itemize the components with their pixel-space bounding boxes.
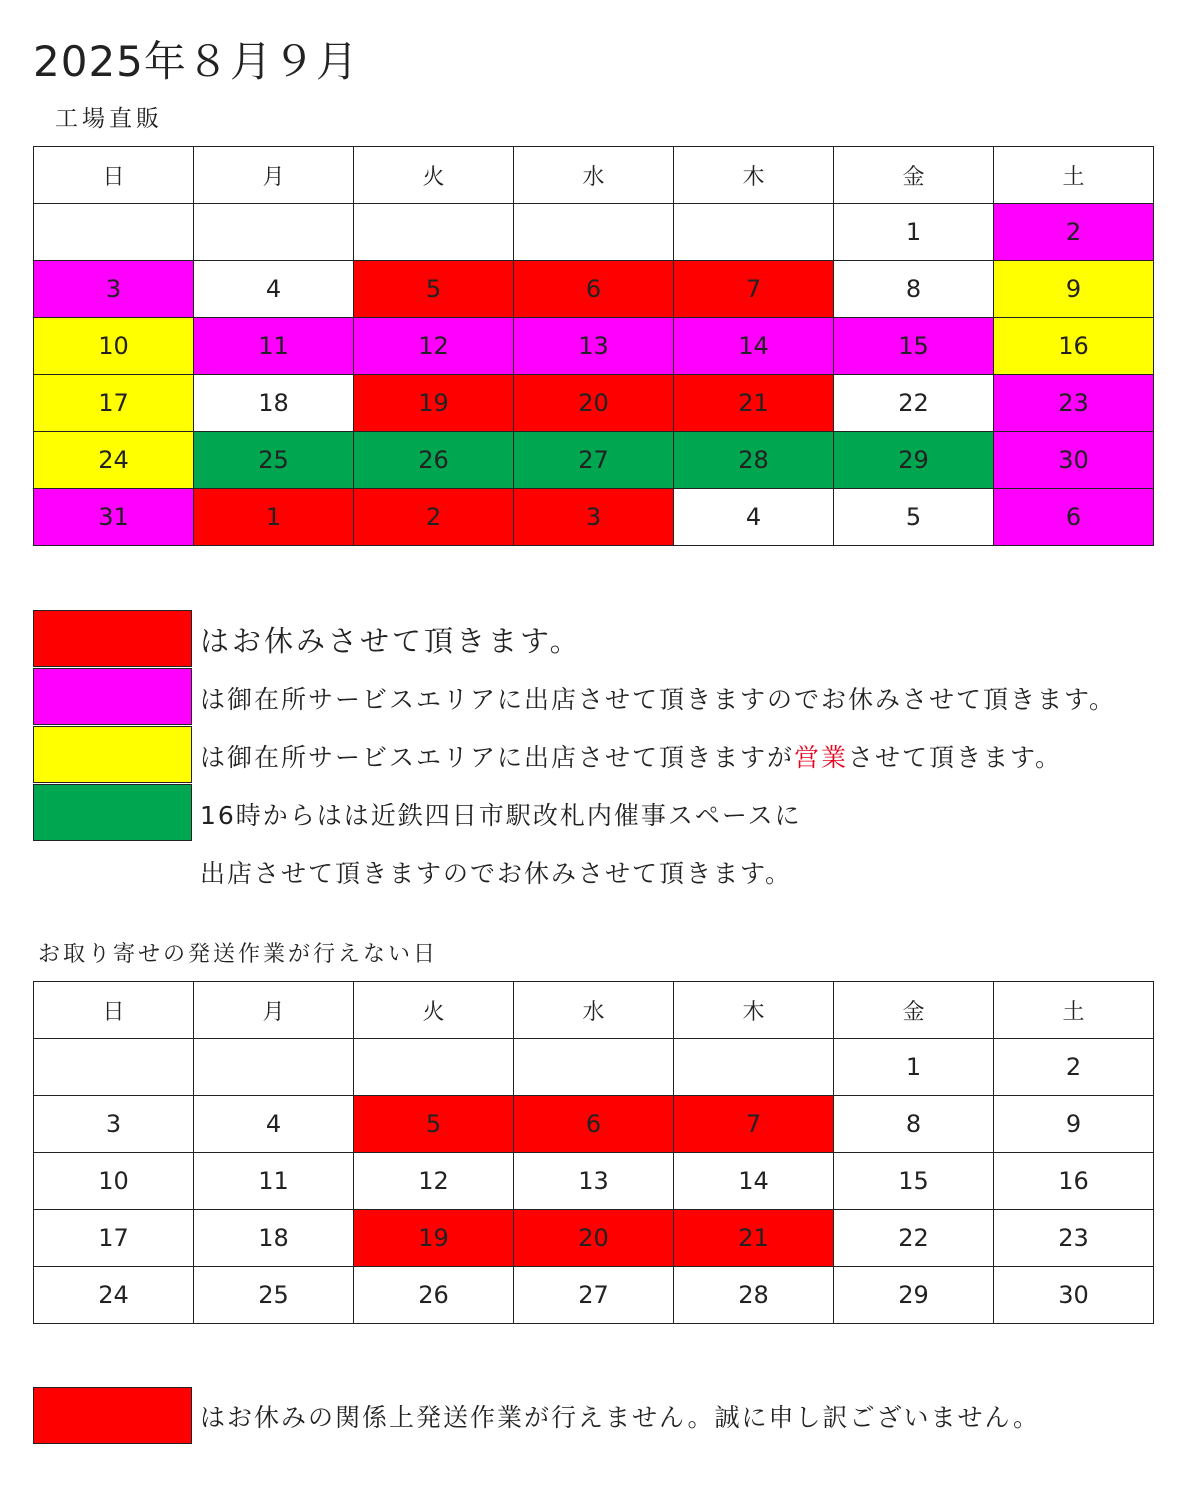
factory-sales-calendar: [33, 146, 1154, 546]
day-cell: 31: [34, 489, 194, 546]
weekday-header: 日: [34, 147, 194, 204]
day-cell: 7: [674, 1096, 834, 1153]
week-row: [34, 375, 1154, 432]
day-cell: 16: [994, 318, 1154, 375]
week-row: [34, 489, 1154, 546]
day-cell: 5: [354, 1096, 514, 1153]
legend-swatch-red: [33, 610, 192, 667]
page-title: 2025年８月９月: [33, 37, 359, 86]
day-cell: 8: [834, 1096, 994, 1153]
legend-swatch-green: [33, 784, 192, 841]
day-cell: 2: [994, 204, 1154, 261]
day-cell: 6: [994, 489, 1154, 546]
week-row: [34, 1096, 1154, 1153]
shipping-calendar: [33, 981, 1154, 1324]
day-cell: 10: [34, 1153, 194, 1210]
calendar-header: [34, 147, 1154, 204]
legend-text-magenta: は御在所サービスエリアに出店させて頂きますのでお休みさせて頂きます。: [200, 685, 1117, 714]
day-cell: 3: [34, 261, 194, 318]
weekday-header: 水: [514, 982, 674, 1039]
weekday-row: [34, 147, 1154, 204]
calendar-header: [34, 982, 1154, 1039]
day-cell: 17: [34, 1210, 194, 1267]
day-cell: 4: [674, 489, 834, 546]
week-row: [34, 1267, 1154, 1324]
empty-day-cell: [514, 1039, 674, 1096]
empty-day-cell: [354, 204, 514, 261]
weekday-row: [34, 982, 1154, 1039]
weekday-header: 月: [194, 147, 354, 204]
day-cell: 5: [834, 489, 994, 546]
weekday-header: 木: [674, 147, 834, 204]
day-cell: 30: [994, 432, 1154, 489]
legend-swatch-yellow: [33, 726, 192, 783]
day-cell: 24: [34, 1267, 194, 1324]
week-row: [34, 261, 1154, 318]
weekday-header: 金: [834, 982, 994, 1039]
weekday-header: 月: [194, 982, 354, 1039]
day-cell: 11: [194, 1153, 354, 1210]
week-row: [34, 1039, 1154, 1096]
legend-swatch-magenta: [33, 668, 192, 725]
day-cell: 28: [674, 1267, 834, 1324]
day-cell: 12: [354, 318, 514, 375]
calendar-body: [34, 1039, 1154, 1324]
empty-day-cell: [514, 204, 674, 261]
day-cell: 6: [514, 1096, 674, 1153]
day-cell: 5: [354, 261, 514, 318]
day-cell: 13: [514, 318, 674, 375]
day-cell: 27: [514, 432, 674, 489]
day-cell: 24: [34, 432, 194, 489]
day-cell: 16: [994, 1153, 1154, 1210]
day-cell: 23: [994, 375, 1154, 432]
day-cell: 3: [514, 489, 674, 546]
day-cell: 21: [674, 1210, 834, 1267]
factory-sales-heading: 工場直販: [55, 106, 163, 132]
day-cell: 18: [194, 375, 354, 432]
empty-day-cell: [674, 1039, 834, 1096]
legend-yellow-accent: 営業: [794, 743, 849, 772]
day-cell: 26: [354, 432, 514, 489]
empty-day-cell: [194, 1039, 354, 1096]
empty-day-cell: [34, 1039, 194, 1096]
day-cell: 25: [194, 1267, 354, 1324]
day-cell: 19: [354, 375, 514, 432]
day-cell: 22: [834, 1210, 994, 1267]
legend-text-green-line2: 出店させて頂きますのでお休みさせて頂きます。: [200, 859, 793, 888]
day-cell: 23: [994, 1210, 1154, 1267]
empty-day-cell: [34, 204, 194, 261]
legend2-text-red: はお休みの関係上発送作業が行えません。誠に申し訳ございません。: [200, 1403, 1041, 1432]
weekday-header: 木: [674, 982, 834, 1039]
week-row: [34, 432, 1154, 489]
day-cell: 29: [834, 432, 994, 489]
day-cell: 11: [194, 318, 354, 375]
weekday-header: 土: [994, 982, 1154, 1039]
weekday-header: 火: [354, 147, 514, 204]
day-cell: 14: [674, 318, 834, 375]
weekday-header: 水: [514, 147, 674, 204]
weekday-header: 日: [34, 982, 194, 1039]
legend-yellow-post: させて頂きます。: [848, 743, 1063, 772]
day-cell: 2: [354, 489, 514, 546]
day-cell: 26: [354, 1267, 514, 1324]
week-row: [34, 1153, 1154, 1210]
day-cell: 27: [514, 1267, 674, 1324]
day-cell: 22: [834, 375, 994, 432]
day-cell: 21: [674, 375, 834, 432]
day-cell: 9: [994, 1096, 1154, 1153]
day-cell: 4: [194, 1096, 354, 1153]
week-row: [34, 1210, 1154, 1267]
legend-text-red: はお休みさせて頂きます。: [200, 624, 582, 658]
day-cell: 29: [834, 1267, 994, 1324]
legend-yellow-pre: は御在所サービスエリアに出店させて頂きますが: [200, 743, 795, 772]
day-cell: 12: [354, 1153, 514, 1210]
day-cell: 1: [834, 204, 994, 261]
legend-text-yellow: [200, 741, 1062, 775]
empty-day-cell: [354, 1039, 514, 1096]
day-cell: 14: [674, 1153, 834, 1210]
calendar-body: [34, 204, 1154, 546]
day-cell: 17: [34, 375, 194, 432]
day-cell: 28: [674, 432, 834, 489]
day-cell: 10: [34, 318, 194, 375]
day-cell: 7: [674, 261, 834, 318]
day-cell: 20: [514, 375, 674, 432]
day-cell: 9: [994, 261, 1154, 318]
weekday-header: 火: [354, 982, 514, 1039]
legend-text-green-line1: 16時からはは近鉄四日市駅改札内催事スペースに: [200, 801, 802, 830]
day-cell: 2: [994, 1039, 1154, 1096]
week-row: [34, 318, 1154, 375]
day-cell: 25: [194, 432, 354, 489]
day-cell: 3: [34, 1096, 194, 1153]
legend2-swatch-red: [33, 1387, 192, 1444]
shipping-unavailable-heading: お取り寄せの発送作業が行えない日: [38, 942, 439, 967]
weekday-header: 金: [834, 147, 994, 204]
day-cell: 4: [194, 261, 354, 318]
empty-day-cell: [194, 204, 354, 261]
day-cell: 13: [514, 1153, 674, 1210]
day-cell: 15: [834, 318, 994, 375]
day-cell: 18: [194, 1210, 354, 1267]
day-cell: 15: [834, 1153, 994, 1210]
day-cell: 8: [834, 261, 994, 318]
day-cell: 1: [194, 489, 354, 546]
day-cell: 20: [514, 1210, 674, 1267]
day-cell: 19: [354, 1210, 514, 1267]
weekday-header: 土: [994, 147, 1154, 204]
day-cell: 6: [514, 261, 674, 318]
week-row: [34, 204, 1154, 261]
empty-day-cell: [674, 204, 834, 261]
day-cell: 30: [994, 1267, 1154, 1324]
day-cell: 1: [834, 1039, 994, 1096]
